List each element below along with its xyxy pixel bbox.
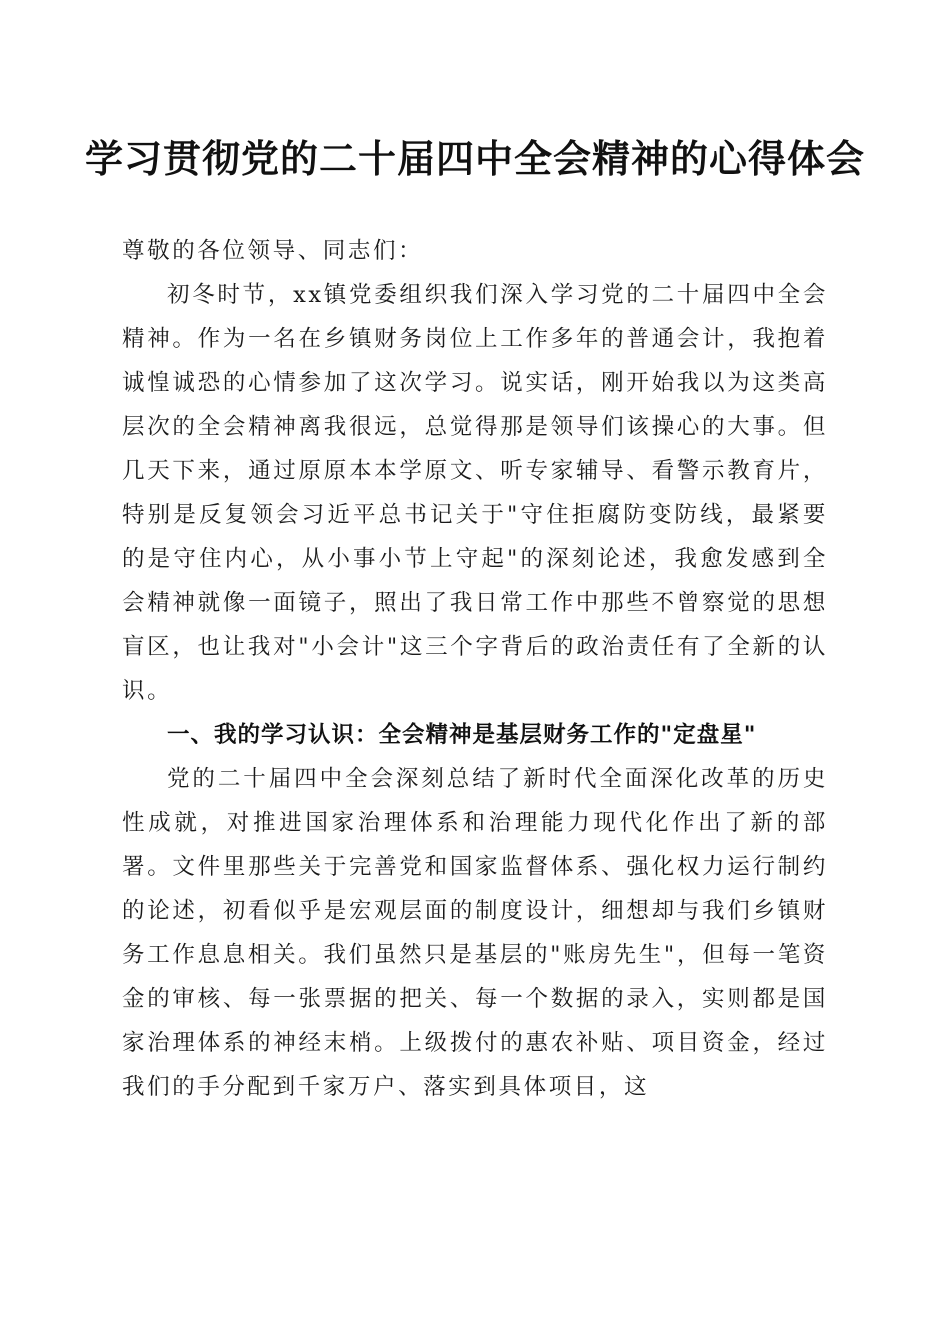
- document-body: [122, 229, 828, 1109]
- salutation: 尊敬的各位领导、同志们：: [122, 238, 424, 264]
- section-heading: 一、我的学习认识：全会精神是基层财务工作的"定盘星": [167, 722, 757, 748]
- section-paragraph: 党的二十届四中全会深刻总结了新时代全面深化改革的历史性成就，对推进国家治理体系和治理能力现代化作出了新的部署。文件里那些关于完善党和国家监督体系、强化权力运行制约的论述，初看似乎是宏观层面的制度设计，细想却与我们乡镇财务工作息息相关。我们虽然只是基层的"账房先生"，但每一笔资金的审核、每一张票据的把关、每一个数据的录入，实则都是国家治理体系的神经末梢。上级拨付的惠农补贴、项目资金，经过我们的手分配到千家万户、落实到具体项目，这: [122, 766, 828, 1100]
- document-title: 学习贯彻党的二十届四中全会精神的心得体会: [84, 136, 865, 181]
- intro-paragraph: 初冬时节，xx镇党委组织我们深入学习党的二十届四中全会精神。作为一名在乡镇财务岗位上工作多年的普通会计，我抱着诚惶诚恐的心情参加了这次学习。说实话，刚开始我以为这类高层次的全会精神离我很远，总觉得那是领导们该操心的大事。但几天下来，通过原原本本学原文、听专家辅导、看警示教育片，特别是反复领会习近平总书记关于"守住拒腐防变防线，最紧要的是守住内心，从小事小节上守起"的深刻论述，我愈发感到全会精神就像一面镜子，照出了我日常工作中那些不曾察觉的思想盲区，也让我对"小会计"这三个字背后的政治责任有了全新的认识。: [122, 282, 828, 704]
